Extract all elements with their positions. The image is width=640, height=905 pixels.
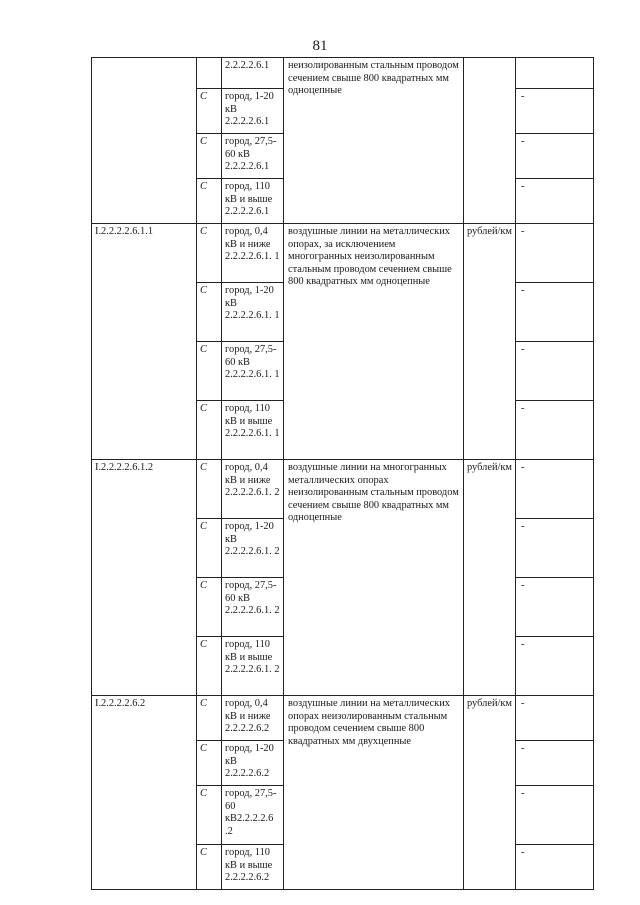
symbol-cell: С <box>197 224 222 283</box>
symbol-cell: С <box>197 741 222 786</box>
tariff-table <box>91 57 594 890</box>
table-row <box>92 58 594 89</box>
category-cell: город, 1-20 кВ 2.2.2.2.6.2 <box>222 741 284 786</box>
code-cell: I.2.2.2.2.6.1.2 <box>92 460 197 696</box>
table-row <box>92 696 594 741</box>
category-cell: город, 110 кВ и выше 2.2.2.2.6.1. 2 <box>222 637 284 696</box>
value-cell: - <box>516 637 594 696</box>
description-cell: воздушные линии на многогранных металлических опорах неизолированным стальным проводом сечением свыше 800 квадратных мм одноцепные <box>284 460 464 696</box>
symbol-cell: С <box>197 519 222 578</box>
symbol-cell: С <box>197 460 222 519</box>
value-cell: - <box>516 89 594 134</box>
code-cell <box>92 58 197 224</box>
table-row <box>92 460 594 519</box>
value-cell: - <box>516 519 594 578</box>
description-cell: неизолированным стальным проводом сечением свыше 800 квадратных мм одноцепные <box>284 58 464 224</box>
symbol-cell: С <box>197 89 222 134</box>
unit-cell: рублей/км <box>464 696 516 890</box>
category-cell: город, 27,5-60 кВ 2.2.2.2.6.1. 2 <box>222 578 284 637</box>
symbol-cell: С <box>197 578 222 637</box>
value-cell: - <box>516 845 594 890</box>
value-cell: - <box>516 134 594 179</box>
category-cell: город, 1-20 кВ 2.2.2.2.6.1. 2 <box>222 519 284 578</box>
symbol-cell: С <box>197 637 222 696</box>
unit-cell <box>464 58 516 224</box>
unit-cell: рублей/км <box>464 460 516 696</box>
symbol-cell: С <box>197 342 222 401</box>
category-cell: город, 27,5-60 кВ2.2.2.2.6 .2 <box>222 786 284 845</box>
category-cell: город, 1-20 кВ 2.2.2.2.6.1 <box>222 89 284 134</box>
description-cell: воздушные линии на металлических опорах, за исключением многогранных неизолированным стальным проводом сечением свыше 800 квадратных мм одноцепные <box>284 224 464 460</box>
value-cell: - <box>516 401 594 460</box>
unit-cell: рублей/км <box>464 224 516 460</box>
value-cell: - <box>516 224 594 283</box>
page-number: 81 <box>312 38 328 54</box>
symbol-cell: С <box>197 179 222 224</box>
category-cell: город, 110 кВ и выше 2.2.2.2.6.2 <box>222 845 284 890</box>
symbol-cell: С <box>197 401 222 460</box>
value-cell: - <box>516 578 594 637</box>
table-row <box>92 224 594 283</box>
category-cell: город, 0,4 кВ и ниже 2.2.2.2.6.2 <box>222 696 284 741</box>
value-cell: - <box>516 696 594 741</box>
value-cell: - <box>516 283 594 342</box>
code-cell: I.2.2.2.2.6.2 <box>92 696 197 890</box>
value-cell <box>516 58 594 89</box>
value-cell: - <box>516 460 594 519</box>
value-cell: - <box>516 342 594 401</box>
symbol-cell: С <box>197 845 222 890</box>
symbol-cell: С <box>197 134 222 179</box>
symbol-cell: С <box>197 283 222 342</box>
category-cell: город, 0,4 кВ и ниже 2.2.2.2.6.1. 2 <box>222 460 284 519</box>
symbol-cell: С <box>197 696 222 741</box>
description-cell: воздушные линии на металлических опорах неизолированным стальным проводом сечением свыше 800 квадратных мм двухцепные <box>284 696 464 890</box>
category-cell: город, 1-20 кВ 2.2.2.2.6.1. 1 <box>222 283 284 342</box>
category-cell: город, 27,5-60 кВ 2.2.2.2.6.1 <box>222 134 284 179</box>
value-cell: - <box>516 179 594 224</box>
category-cell: город, 27,5-60 кВ 2.2.2.2.6.1. 1 <box>222 342 284 401</box>
value-cell: - <box>516 786 594 845</box>
value-cell: - <box>516 741 594 786</box>
symbol-cell <box>197 58 222 89</box>
category-cell: город, 110 кВ и выше 2.2.2.2.6.1 <box>222 179 284 224</box>
category-cell: город, 110 кВ и выше 2.2.2.2.6.1. 1 <box>222 401 284 460</box>
code-cell: I.2.2.2.2.6.1.1 <box>92 224 197 460</box>
category-cell: 2.2.2.2.6.1 <box>222 58 284 89</box>
symbol-cell: С <box>197 786 222 845</box>
category-cell: город, 0,4 кВ и ниже 2.2.2.2.6.1. 1 <box>222 224 284 283</box>
